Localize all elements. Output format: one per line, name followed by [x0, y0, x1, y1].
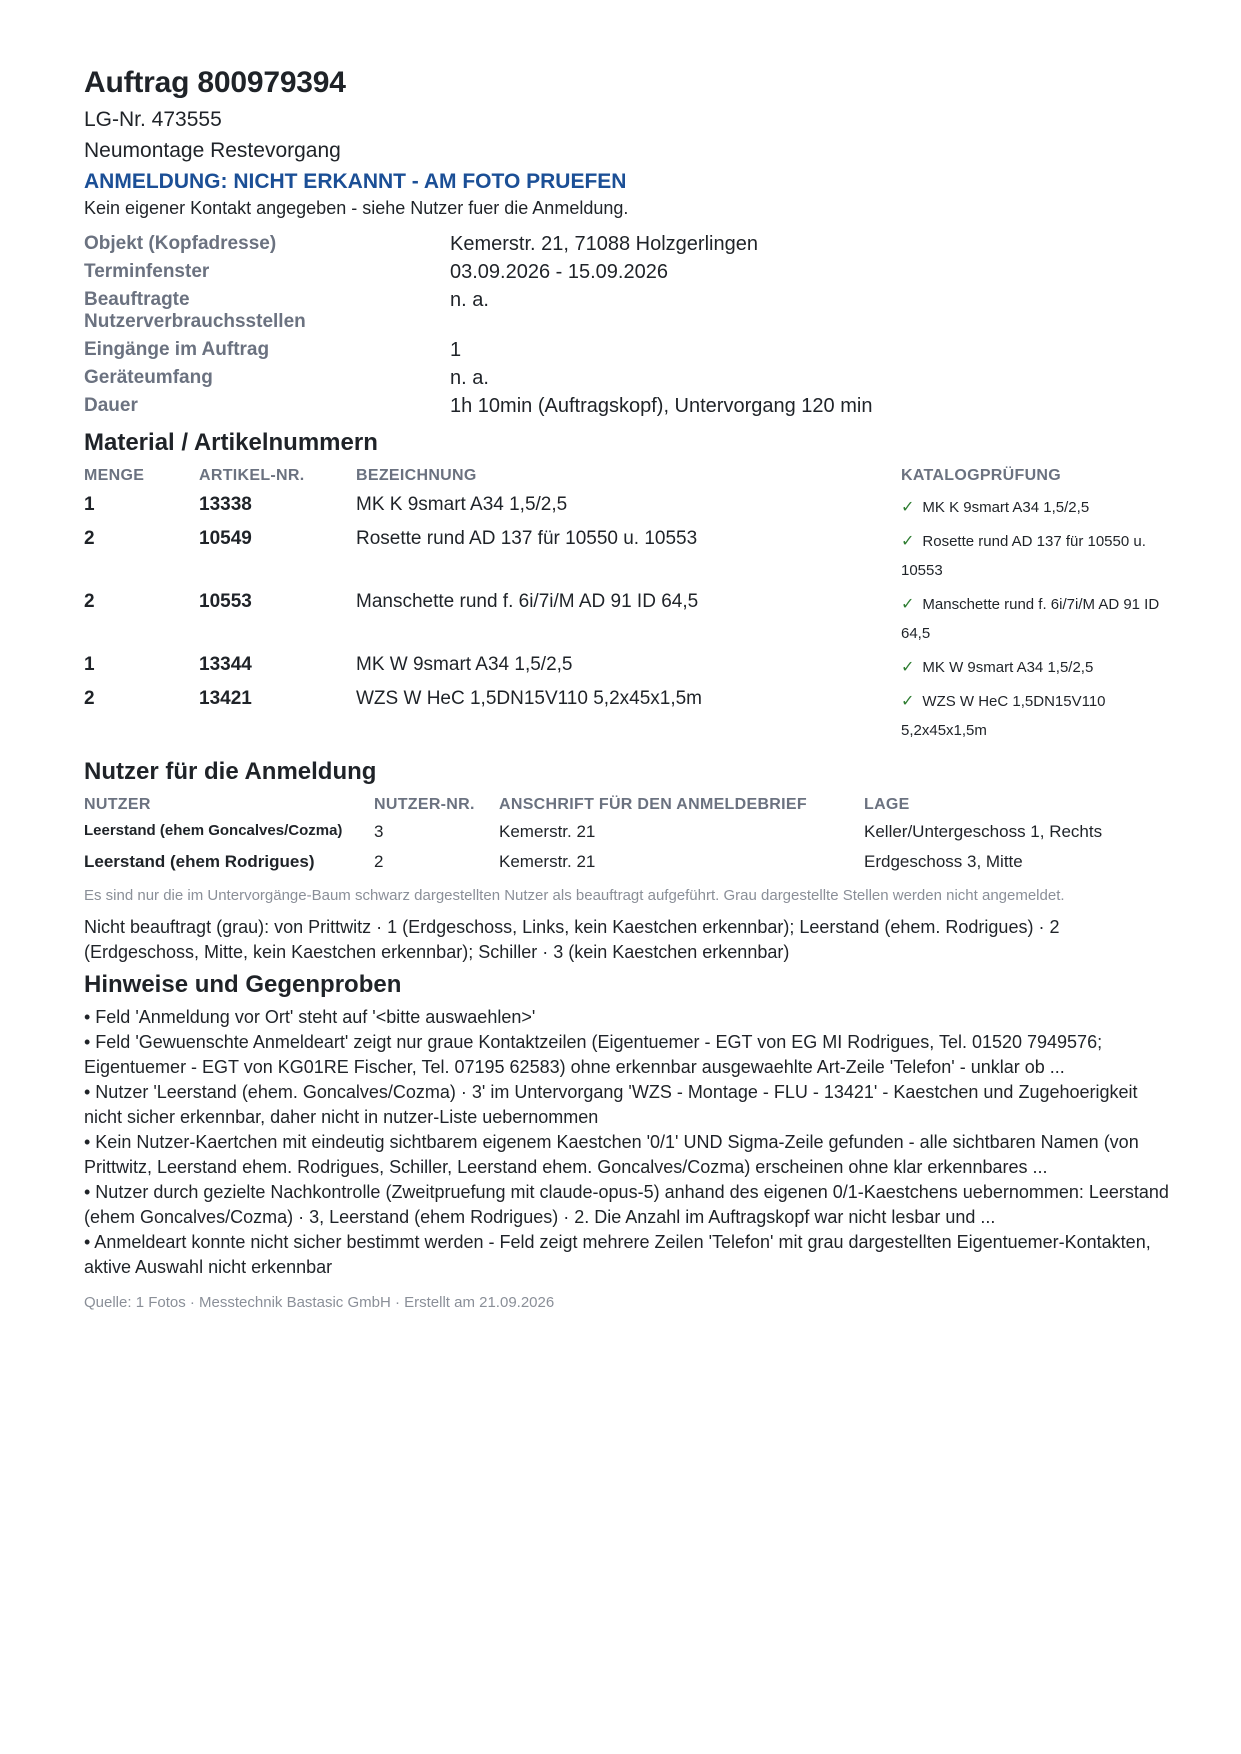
location-cell: Keller/Untergeschoss 1, Rechts: [864, 822, 1103, 841]
detail-label: Terminfenster: [84, 261, 210, 282]
detail-label: Eingänge im Auftrag: [84, 339, 270, 360]
user-name-cell: Leerstand (ehem Goncalves/Cozma): [84, 822, 343, 839]
user-number-cell: 3: [374, 822, 384, 841]
users-gray-note: Es sind nur die im Untervorgänge-Baum schwarz dargestellten Nutzer als beauftragt aufgeführt. Grau dargestellte Stellen werden nicht angemeldet.: [84, 887, 1065, 904]
detail-label: Beauftragte Nutzerverbrauchsstellen: [84, 289, 306, 332]
contact-note: Kein eigener Kontakt angegeben - siehe Nutzer fuer die Anmeldung.: [84, 198, 629, 218]
detail-value: Kemerstr. 21, 71088 Holzgerlingen: [450, 233, 758, 255]
name-cell: Manschette rund f. 6i/7i/M AD 91 ID 64,5: [356, 591, 699, 612]
detail-value: n. a.: [450, 289, 489, 311]
detail-label: Dauer: [84, 395, 138, 416]
table-header-row: [84, 467, 1174, 493]
table-row: [84, 590, 1174, 653]
check-icon: ✓: [901, 533, 915, 550]
column-header: MENGE: [84, 467, 145, 484]
quantity-cell: 2: [84, 591, 95, 612]
detail-value: 1h 10min (Auftragskopf), Untervorgang 120 min: [450, 395, 873, 417]
name-cell: MK W 9smart A34 1,5/2,5: [356, 654, 573, 675]
not-commissioned-note: Nicht beauftragt (grau): von Prittwitz · 1 (Erdgeschoss, Links, kein Kaestchen erkennbar); Leerstand (ehem. Rodrigues) · 2 (Erdgeschoss, Mitte, kein Kaestchen erkennbar); Schiller · 3 (kein Kaestchen erkennbar): [84, 917, 1060, 962]
list-item: • Nutzer durch gezielte Nachkontrolle (Zweitpruefung mit claude-opus-5) anhand des eigenen 0/1-Kaestchens uebernommen: Leerstand (ehem Goncalves/Cozma) · 3, Leerstand (ehem Rodrigues) · 2. Die Anzahl im Auftragskopf war nicht lesbar und ...: [84, 1182, 1169, 1227]
column-header: KATALOGPRÜFUNG: [901, 467, 1062, 484]
catalog-text: Manschette rund f. 6i/7i/M AD 91 ID 64,5: [901, 596, 1160, 642]
list-item: • Anmeldeart konnte nicht sicher bestimmt werden - Feld zeigt mehrere Zeilen 'Telefon' mit grau dargestellten Eigentuemer-Kontakten, aktive Auswahl nicht erkennbar: [84, 1232, 1151, 1277]
list-item: • Feld 'Anmeldung vor Ort' steht auf '<bitte auswaehlen>': [84, 1007, 536, 1027]
name-cell: WZS W HeC 1,5DN15V110 5,2x45x1,5m: [356, 688, 703, 709]
table-row: [84, 687, 1174, 750]
name-cell: MK K 9smart A34 1,5/2,5: [356, 494, 568, 515]
quantity-cell: 1: [84, 654, 95, 675]
table-row: [84, 493, 1174, 527]
quantity-cell: 1: [84, 494, 95, 515]
list-item: • Kein Nutzer-Kaertchen mit eindeutig sichtbarem eigenem Kaestchen '0/1' UND Sigma-Zeile gefunden - alle sichtbaren Namen (von Prittwitz, Leerstand ehem. Rodrigues, Schiller, Leerstand ehem. Goncalves/Cozma) erscheinen ohne klar erkennbares ...: [84, 1132, 1139, 1177]
catalog-cell: [901, 590, 1174, 653]
catalog-cell: [901, 687, 1174, 750]
catalog-text: MK W 9smart A34 1,5/2,5: [922, 659, 1094, 676]
table-row: [84, 653, 1174, 687]
catalog-text: Rosette rund AD 137 für 10550 u. 10553: [901, 533, 1146, 579]
list-item: • Feld 'Gewuenschte Anmeldeart' zeigt nur graue Kontaktzeilen (Eigentuemer - EGT von EG MI Rodrigues, Tel. 01520 7949576; Eigentuemer - EGT von KG01RE Fischer, Tel. 07195 62583) ohne erkennbar ausgewaehlte Art-Zeile 'Telefon' - unklar ob ...: [84, 1032, 1103, 1077]
catalog-text: WZS W HeC 1,5DN15V110 5,2x45x1,5m: [901, 693, 1106, 739]
hints-heading: Hinweise und Gegenproben: [84, 971, 402, 998]
user-number-cell: 2: [374, 852, 384, 871]
name-cell: Rosette rund AD 137 für 10550 u. 10553: [356, 528, 698, 549]
table-row: [84, 527, 1174, 590]
order-type: Neumontage Restevorgang: [84, 139, 341, 162]
check-icon: ✓: [901, 499, 915, 516]
users-heading: Nutzer für die Anmeldung: [84, 758, 377, 785]
lg-number: LG-Nr. 473555: [84, 108, 222, 131]
column-header: BEZEICHNUNG: [356, 467, 477, 484]
column-header: NUTZER-NR.: [374, 796, 475, 813]
article-cell: 13344: [199, 654, 252, 675]
hints-list: [84, 1005, 1174, 1280]
detail-value: 03.09.2026 - 15.09.2026: [450, 261, 668, 283]
material-table: [84, 467, 1174, 750]
check-icon: ✓: [901, 693, 915, 710]
table-header-row: [84, 796, 1174, 822]
address-cell: Kemerstr. 21: [499, 822, 596, 841]
location-cell: Erdgeschoss 3, Mitte: [864, 852, 1023, 871]
detail-value: 1: [450, 339, 462, 361]
registration-alert: ANMELDUNG: NICHT ERKANNT - AM FOTO PRUEFEN: [84, 170, 627, 193]
catalog-cell: [901, 493, 1174, 527]
order-details: [84, 233, 1174, 417]
table-row: [84, 852, 1174, 882]
check-icon: ✓: [901, 596, 915, 613]
article-cell: 10553: [199, 591, 252, 612]
catalog-cell: [901, 653, 1174, 687]
catalog-cell: [901, 527, 1174, 590]
quantity-cell: 2: [84, 528, 95, 549]
detail-label: Objekt (Kopfadresse): [84, 233, 277, 254]
detail-label: Geräteumfang: [84, 367, 213, 388]
detail-value: n. a.: [450, 367, 489, 389]
user-name-cell: Leerstand (ehem Rodrigues): [84, 852, 315, 871]
check-icon: ✓: [901, 659, 915, 676]
column-header: ARTIKEL-NR.: [199, 467, 305, 484]
table-row: [84, 822, 1174, 852]
source-footer: Quelle: 1 Fotos · Messtechnik Bastasic GmbH · Erstellt am 21.09.2026: [84, 1294, 555, 1311]
catalog-text: MK K 9smart A34 1,5/2,5: [922, 499, 1090, 516]
quantity-cell: 2: [84, 688, 95, 709]
list-item: • Nutzer 'Leerstand (ehem. Goncalves/Cozma) · 3' im Untervorgang 'WZS - Montage - FLU - 13421' - Kaestchen und Zugehoerigkeit nicht sicher erkennbar, daher nicht in nutzer-Liste uebernommen: [84, 1082, 1138, 1127]
article-cell: 10549: [199, 528, 252, 549]
article-cell: 13338: [199, 494, 252, 515]
column-header: ANSCHRIFT FÜR DEN ANMELDEBRIEF: [499, 796, 807, 813]
address-cell: Kemerstr. 21: [499, 852, 596, 871]
page-title: Auftrag 800979394: [84, 66, 346, 99]
column-header: LAGE: [864, 796, 910, 813]
article-cell: 13421: [199, 688, 252, 709]
column-header: NUTZER: [84, 796, 151, 813]
material-heading: Material / Artikelnummern: [84, 429, 378, 456]
users-table: [84, 796, 1174, 882]
document-page: [84, 66, 1174, 1311]
